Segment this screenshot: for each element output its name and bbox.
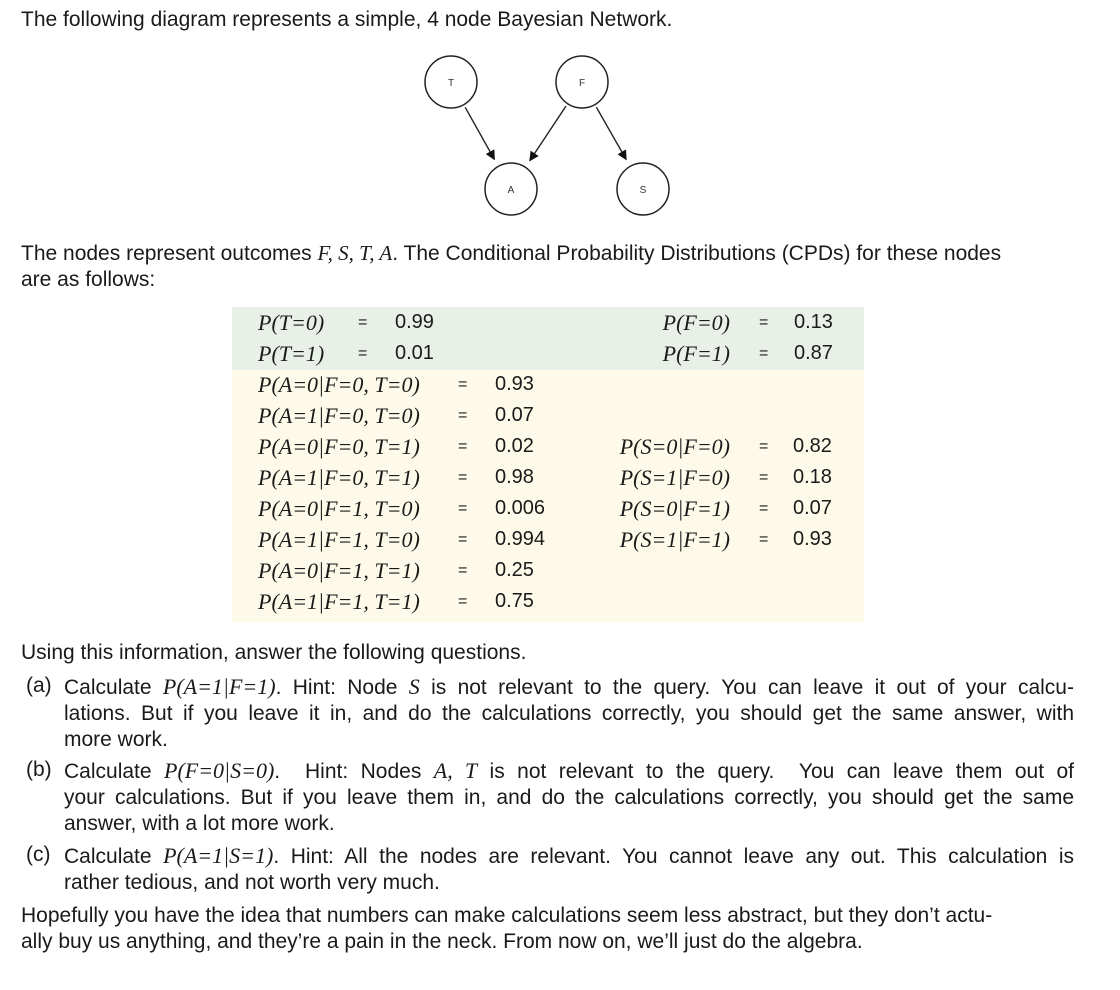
cpd-expression: P(T=0) [258, 310, 325, 335]
cpd-expression: P(F=0) [662, 310, 730, 335]
closing-line-1: Hopefully you have the idea that numbers can make calculations seem less abstract, but they don’t actu- [21, 904, 993, 927]
cpd-row [232, 462, 864, 493]
question-math: A, T [433, 758, 478, 783]
cpd-value: 0.93 [495, 373, 534, 395]
node-label: F [578, 78, 586, 89]
nodes-description [21, 240, 1091, 293]
node-s [617, 163, 669, 215]
cpd-row [232, 493, 864, 524]
cpd-row [232, 338, 864, 369]
cpd-expression: P(A=0|F=1, T=0) [258, 496, 420, 521]
node-label: A [507, 185, 515, 196]
cpd-value: 0.87 [794, 342, 833, 364]
node-t [425, 56, 477, 108]
cpd-value: 0.25 [495, 559, 534, 581]
equals-sign: = [458, 376, 468, 393]
question-line [64, 701, 1074, 727]
cpd-expression: P(A=1|F=0, T=0) [258, 403, 420, 428]
cpd-value: 0.18 [793, 466, 832, 488]
equals-sign: = [759, 531, 769, 548]
equals-sign: = [759, 500, 769, 517]
question-text-segment: Calculate [64, 760, 164, 783]
question-line [64, 811, 1074, 837]
cpd-expression: P(S=0|F=1) [619, 496, 730, 521]
question-line [64, 843, 1074, 870]
cpd-expression: P(S=1|F=0) [619, 465, 730, 490]
equals-sign: = [458, 438, 468, 455]
questions-intro: Using this information, answer the following questions. [21, 641, 527, 664]
nodes-vars: F, S, T, A [317, 241, 393, 265]
question-text-segment: more work. [64, 728, 168, 751]
cpd-row [232, 524, 864, 555]
cpd-value: 0.006 [495, 497, 546, 519]
node-f [556, 56, 608, 108]
question-text [64, 674, 1074, 753]
cpd-expression: P(A=1|F=1, T=0) [258, 527, 420, 552]
cpd-row [232, 555, 864, 586]
edge-f-to-a [530, 106, 566, 161]
node-label: T [447, 78, 455, 89]
cpd-expression: P(S=0|F=0) [619, 434, 730, 459]
cpd-row [232, 369, 864, 400]
equals-sign: = [759, 438, 769, 455]
question-text-segment: Calculate [64, 676, 163, 699]
question-text-segment: your calculations. But if you leave them in, and do the calculations correctly, you should get the same [64, 786, 1074, 809]
intro-text: The following diagram represents a simple, 4 node Bayesian Network. [21, 8, 673, 31]
cpd-value: 0.02 [495, 435, 534, 457]
question-line [64, 727, 1074, 753]
equals-sign: = [759, 469, 769, 486]
question-text-segment: . Hint: Nodes [274, 760, 434, 783]
question-line [64, 870, 1074, 896]
question-text [64, 843, 1074, 896]
nodes-text-before: The nodes represent outcomes [21, 242, 312, 265]
cpd-value: 0.98 [495, 466, 534, 488]
question-text-segment: lations. But if you leave it in, and do the calculations correctly, you should get the same answer, with [64, 702, 1074, 725]
question-text-segment: Calculate [64, 845, 164, 868]
cpd-row [232, 400, 864, 431]
question-label: (c) [26, 843, 51, 866]
cpd-row [232, 307, 864, 338]
question-line [64, 674, 1074, 701]
equals-sign: = [759, 314, 769, 331]
node-label: S [639, 185, 647, 196]
question-text-segment: is not relevant to the query. You can leave it out of your calcu- [419, 676, 1074, 699]
cpd-row [232, 431, 864, 462]
equals-sign: = [458, 469, 468, 486]
question-text-segment: rather tedious, and not worth very much. [64, 871, 440, 894]
question-line [64, 758, 1074, 785]
cpd-value: 0.07 [793, 497, 832, 519]
edge-f-to-s [596, 107, 626, 159]
cpd-expression: P(F=1) [662, 341, 730, 366]
equals-sign: = [458, 500, 468, 517]
question-math: S [408, 674, 420, 699]
question-label: (a) [26, 674, 52, 697]
question-label: (b) [26, 758, 52, 781]
cpd-value: 0.13 [794, 311, 833, 333]
diagram-edges [465, 106, 626, 161]
cpd-expression: P(A=1|F=0, T=1) [258, 465, 420, 490]
question-text [64, 758, 1074, 837]
cpd-row [232, 586, 864, 617]
cpd-expression: P(A=0|F=0, T=0) [258, 372, 420, 397]
cpd-value: 0.07 [495, 404, 534, 426]
cpd-expression: P(A=0|F=0, T=1) [258, 434, 420, 459]
cpd-expression: P(T=1) [258, 341, 325, 366]
cpd-value: 0.75 [495, 590, 534, 612]
question-math: P(F=0|S=0) [164, 758, 275, 783]
question-line [64, 785, 1074, 811]
cpd-value: 0.93 [793, 528, 832, 550]
cpd-value: 0.994 [495, 528, 546, 550]
cpd-value: 0.01 [395, 342, 434, 364]
closing-line-2: ally buy us anything, and they’re a pain in the neck. From now on, we’ll just do the algebra. [21, 930, 863, 953]
equals-sign: = [458, 407, 468, 424]
question-text-segment: answer, with a lot more work. [64, 812, 335, 835]
nodes-text-line2: are as follows: [21, 268, 156, 291]
cpd-expression: P(S=1|F=1) [619, 527, 730, 552]
equals-sign: = [358, 345, 368, 362]
bayesian-network-diagram [0, 0, 1120, 240]
equals-sign: = [458, 531, 468, 548]
node-a [485, 163, 537, 215]
closing-text [21, 903, 992, 955]
question-text-segment: is not relevant to the query. You can leave them out of [477, 760, 1074, 783]
edge-t-to-a [465, 107, 494, 159]
cpd-expression: P(A=0|F=1, T=1) [258, 558, 420, 583]
equals-sign: = [759, 345, 769, 362]
question-text-segment: . Hint: Node [275, 676, 409, 699]
nodes-text-after: . The Conditional Probability Distributions (CPDs) for these nodes [392, 242, 1002, 265]
cpd-table [232, 307, 864, 622]
equals-sign: = [358, 314, 368, 331]
cpd-expression: P(A=1|F=1, T=1) [258, 589, 420, 614]
cpd-value: 0.99 [395, 311, 434, 333]
question-math: P(A=1|F=1) [162, 674, 276, 699]
question-text-segment: . Hint: All the nodes are relevant. You cannot leave any out. This calculation is [273, 845, 1074, 868]
equals-sign: = [458, 593, 468, 610]
equals-sign: = [458, 562, 468, 579]
question-math: P(A=1|S=1) [163, 843, 274, 868]
cpd-value: 0.82 [793, 435, 832, 457]
